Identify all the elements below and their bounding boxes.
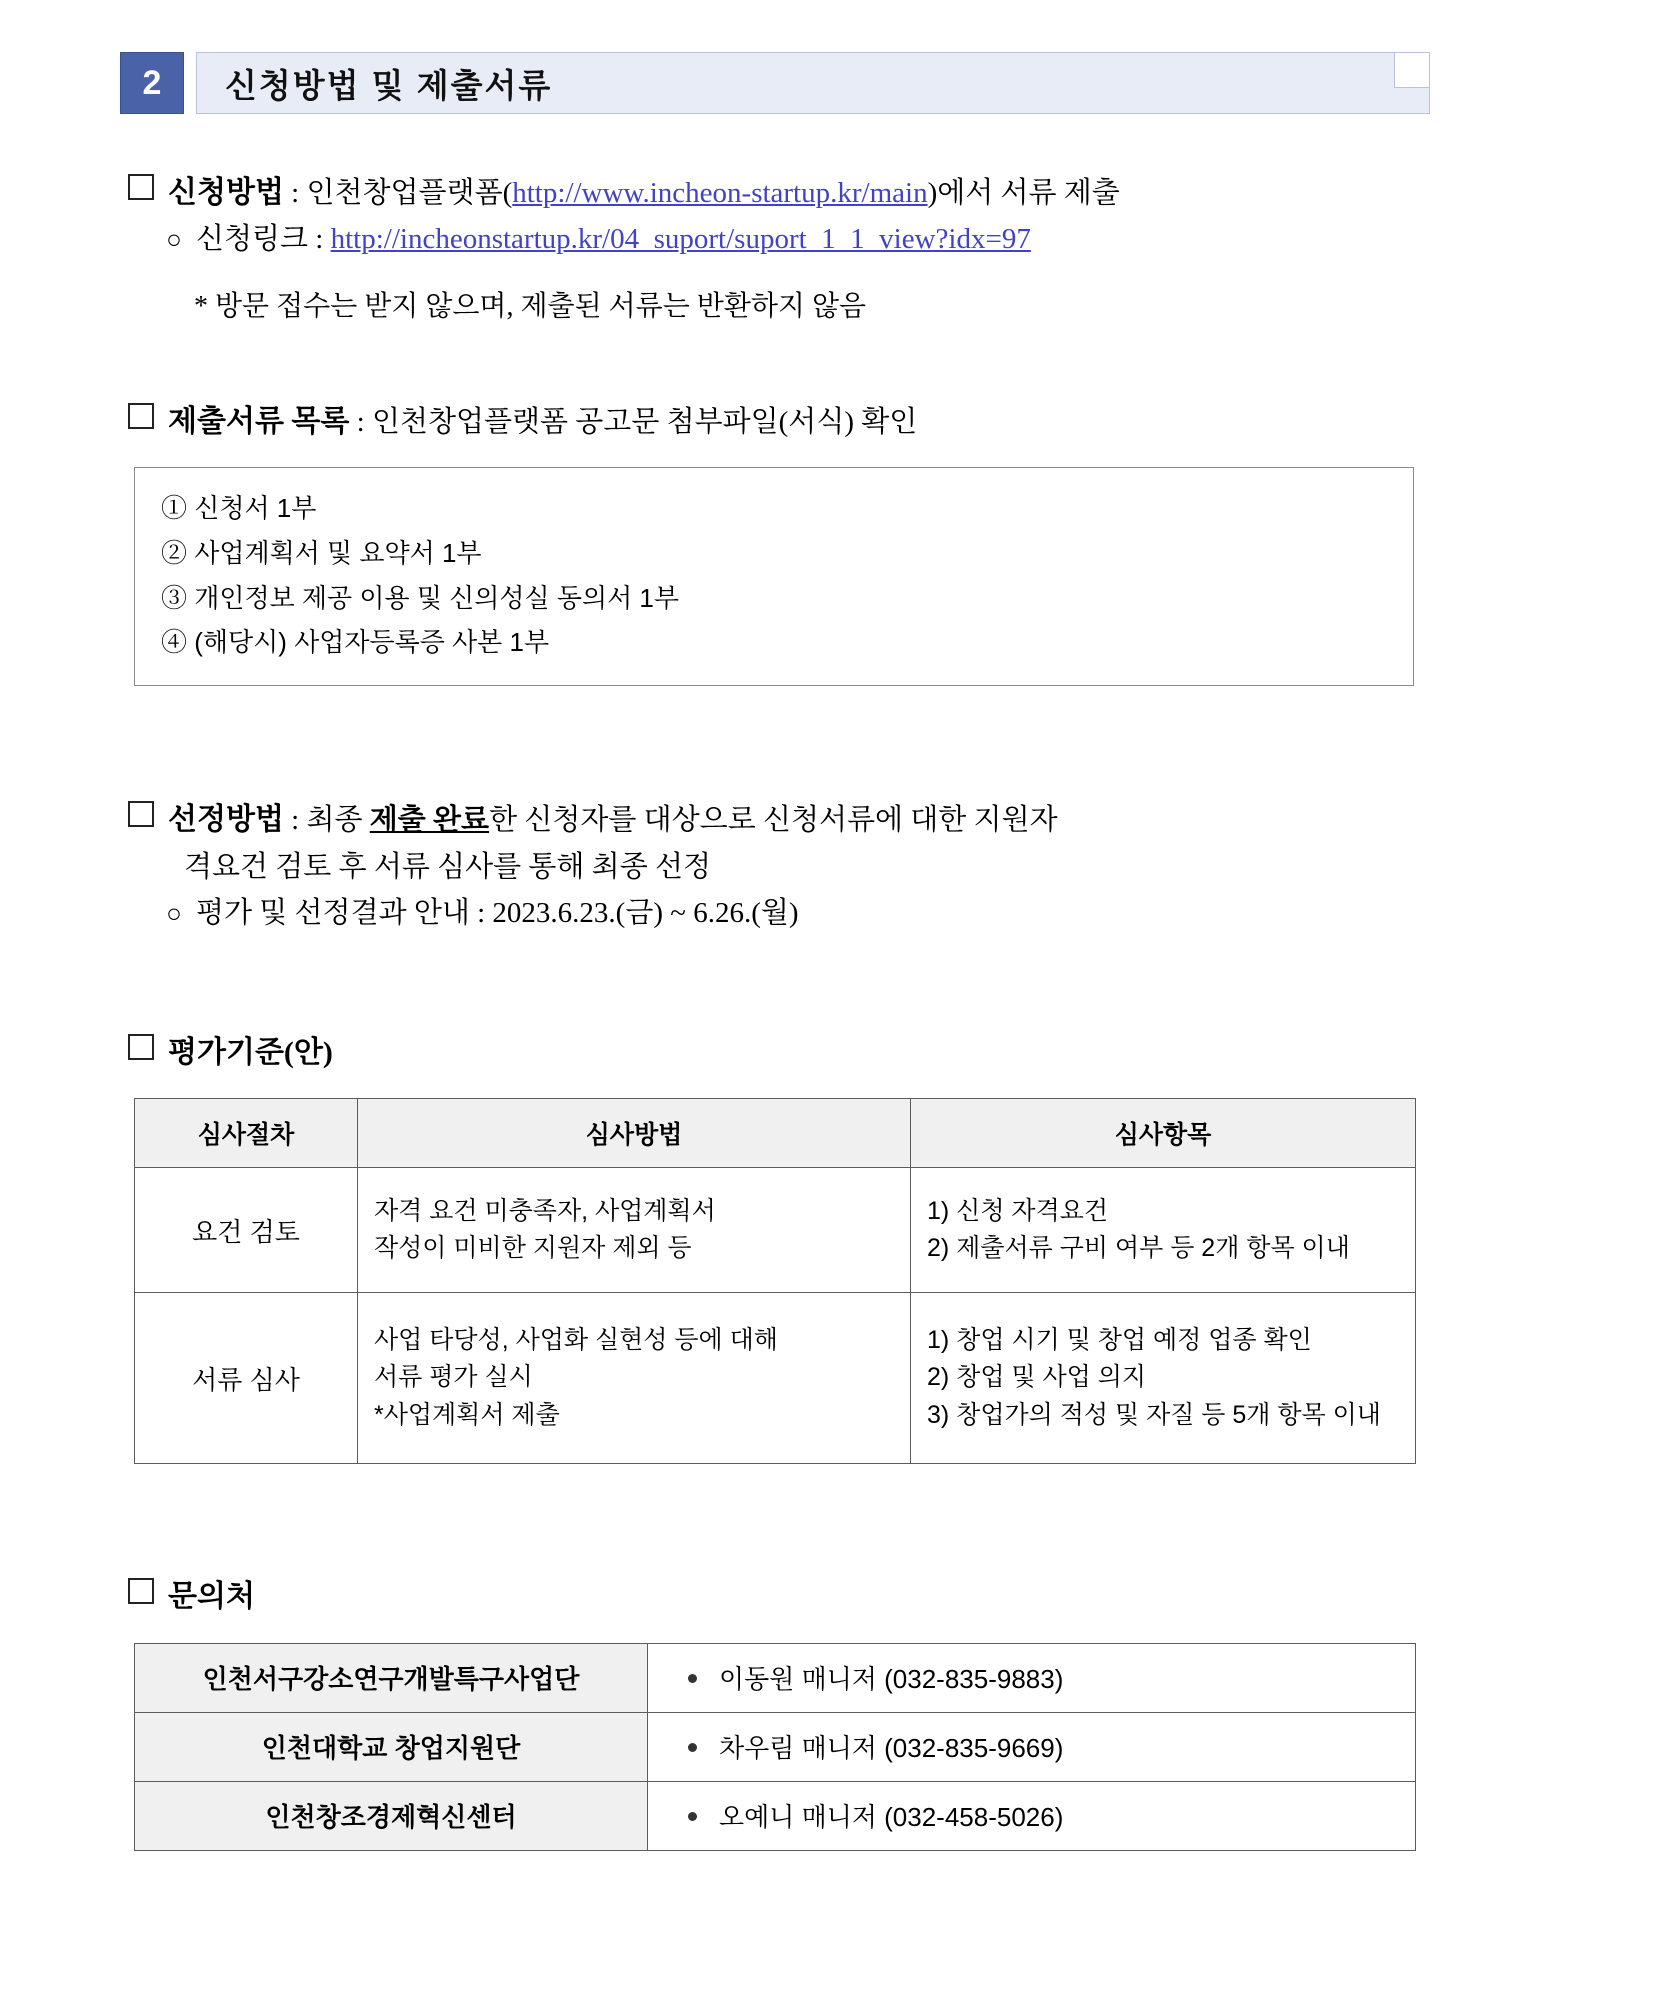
- checkbox-square-icon: [128, 1578, 154, 1604]
- checkbox-square-icon: [128, 403, 154, 429]
- dot-bullet-icon: [688, 1743, 697, 1752]
- section-header: [120, 52, 1430, 114]
- column-header-items: 심사항목: [911, 1099, 1416, 1168]
- apply-method-text-before: 인천창업플랫폼(: [306, 177, 513, 209]
- cell-contact-person: [648, 1643, 1416, 1712]
- documents-block: [128, 399, 1553, 446]
- cell-process: 요건 검토: [135, 1168, 358, 1293]
- apply-method-colon: :: [283, 177, 307, 209]
- selection-emphasis: 제출 완료: [369, 804, 490, 837]
- cell-contact-person: [648, 1712, 1416, 1781]
- corner-fold-icon: [1394, 53, 1429, 88]
- contact-heading: [128, 1574, 1553, 1621]
- list-item: ③ 개인정보 제공 이용 및 신의성실 동의서 1부: [161, 582, 679, 613]
- table-row: [135, 1712, 1416, 1781]
- apply-method-text-after: )에서 서류 제출: [927, 177, 1120, 209]
- column-header-method: 심사방법: [358, 1099, 911, 1168]
- table-header-row: [135, 1099, 1416, 1168]
- checkbox-square-icon: [128, 1034, 154, 1060]
- platform-link[interactable]: http://www.incheon-startup.kr/main: [512, 177, 928, 209]
- selection-text-1: 최종: [306, 804, 370, 837]
- documents-list-box: [134, 467, 1414, 686]
- criteria-block: [128, 1030, 1553, 1077]
- cell-method: 자격 요건 미충족자, 사업계획서 작성이 미비한 지원자 제외 등: [358, 1168, 911, 1293]
- apply-note: * 방문 접수는 받지 않으며, 제출된 서류는 반환하지 않음: [194, 291, 867, 323]
- contact-block: [128, 1574, 1553, 1621]
- criteria-label: 평가기준(안): [168, 1035, 333, 1069]
- section-number: 2: [120, 52, 184, 114]
- checkbox-square-icon: [128, 801, 154, 827]
- documents-label: 제출서류 목록: [168, 404, 350, 438]
- selection-text-2: 한 신청자를 대상으로 신청서류에 대한 지원자: [489, 804, 1058, 837]
- documents-heading: [128, 399, 1553, 446]
- cell-organization: 인천서구강소연구개발특구사업단: [135, 1643, 648, 1712]
- circle-bullet-icon: ○: [166, 898, 182, 928]
- dot-bullet-icon: [688, 1674, 697, 1683]
- list-item: ② 사업계획서 및 요약서 1부: [161, 538, 482, 569]
- selection-label: 선정방법: [168, 803, 284, 837]
- selection-block: [128, 796, 1553, 935]
- evaluation-criteria-table: [134, 1098, 1416, 1464]
- section-title: 신청방법 및 제출서류: [225, 66, 553, 104]
- contact-person-text: 차우림 매니저 (032-835-9669): [719, 1733, 1064, 1764]
- apply-link-line: [162, 217, 1553, 262]
- selection-text-3: 격요건 검토 후 서류 심사를 통해 최종 선정: [184, 851, 711, 884]
- selection-schedule: 평가 및 선정결과 안내 : 2023.6.23.(금) ~ 6.26.(월): [196, 896, 799, 929]
- dot-bullet-icon: [688, 1812, 697, 1821]
- cell-items: 1) 창업 시기 및 창업 예정 업종 확인 2) 창업 및 사업 의지 3) 창업가의 적성 및 자질 등 5개 항목 이내: [911, 1293, 1416, 1464]
- circle-bullet-icon: ○: [166, 224, 182, 254]
- cell-process: 서류 심사: [135, 1293, 358, 1464]
- column-header-process: 심사절차: [135, 1099, 358, 1168]
- apply-method-block: [128, 170, 1553, 329]
- apply-method-label: 신청방법: [168, 176, 284, 209]
- apply-link-label: 신청링크 :: [196, 222, 331, 255]
- checkbox-square-icon: [128, 174, 154, 200]
- table-row: [135, 1293, 1416, 1464]
- selection-schedule-line: [162, 891, 1553, 936]
- table-row: [135, 1168, 1416, 1293]
- table-row: [135, 1643, 1416, 1712]
- list-item: ④ (해당시) 사업자등록증 사본 1부: [161, 627, 550, 658]
- documents-rest: : 인천창업플랫폼 공고문 첨부파일(서식) 확인: [349, 405, 918, 438]
- criteria-heading: [128, 1030, 1553, 1077]
- table-row: [135, 1781, 1416, 1850]
- contact-label: 문의처: [168, 1580, 255, 1614]
- contact-person-text: 오예니 매니저 (032-458-5026): [719, 1802, 1064, 1833]
- apply-link-url[interactable]: http://incheonstartup.kr/04_suport/suport_1_1_view?idx=97: [330, 222, 1031, 255]
- contact-person-text: 이동원 매니저 (032-835-9883): [719, 1664, 1064, 1695]
- selection-colon: :: [283, 804, 307, 837]
- apply-method-line: [128, 170, 1553, 217]
- cell-organization: 인천창조경제혁신센터: [135, 1781, 648, 1850]
- cell-items: 1) 신청 자격요건 2) 제출서류 구비 여부 등 2개 항목 이내: [911, 1168, 1416, 1293]
- cell-method: 사업 타당성, 사업화 실현성 등에 대해 서류 평가 실시 *사업계획서 제출: [358, 1293, 911, 1464]
- cell-contact-person: [648, 1781, 1416, 1850]
- selection-paragraph: [128, 796, 1428, 890]
- list-item: ① 신청서 1부: [161, 493, 317, 524]
- section-title-banner: [196, 52, 1430, 114]
- cell-organization: 인천대학교 창업지원단: [135, 1712, 648, 1781]
- contact-table: [134, 1643, 1416, 1851]
